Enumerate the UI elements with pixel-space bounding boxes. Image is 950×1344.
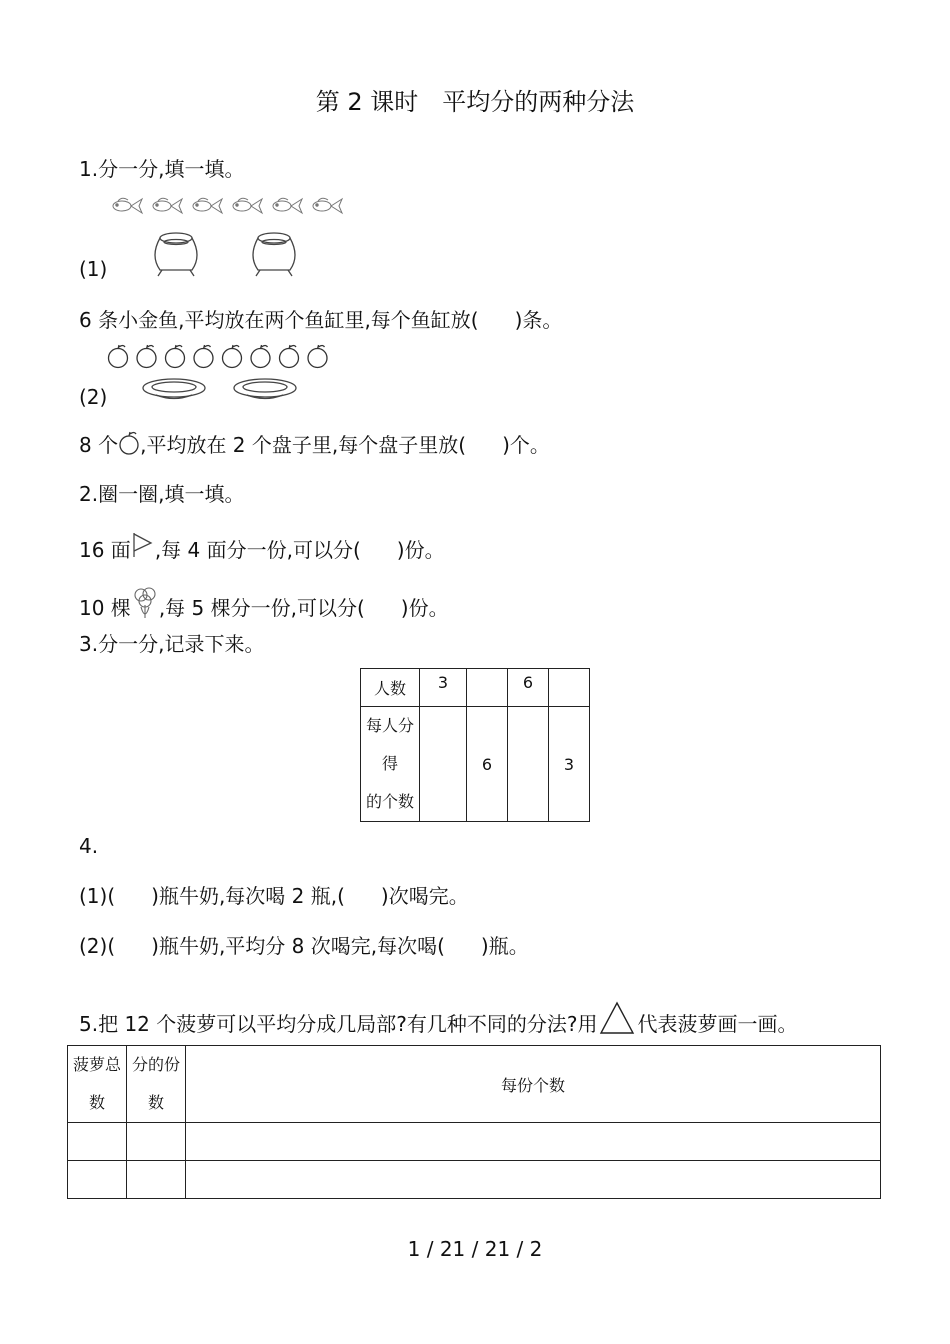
table-row [68, 1046, 881, 1123]
q5-pineapple-table [67, 1045, 881, 1199]
cabbage-icon [131, 585, 159, 623]
table-row [68, 1161, 881, 1199]
table-row [361, 669, 590, 707]
table-cell[interactable] [549, 669, 590, 707]
table-cell[interactable] [127, 1161, 186, 1199]
apple-row-icon [107, 344, 337, 370]
page-footer: 1 / 21 / 21 / 2 [407, 1237, 543, 1261]
apple-icon [118, 431, 140, 455]
q1-part1-text-b: )条。 [514, 308, 563, 332]
table-header-line: 菠萝总 [72, 1055, 121, 1074]
table-cell[interactable] [68, 1123, 127, 1161]
q1-part1-sentence [79, 306, 562, 334]
q1-heading: 1.分一分,填一填。 [79, 157, 245, 181]
q5-sentence [79, 1001, 797, 1038]
goldfish-row-icon [108, 194, 353, 218]
table-header-line: 得 [381, 754, 398, 773]
q2-flags-text-a: 16 面 [79, 538, 131, 562]
q4-s2-a: (2)( [79, 934, 116, 958]
table-row [361, 707, 590, 822]
table-header-line: 数 [88, 1093, 105, 1112]
q4-s1-b: )瓶牛奶,每次喝 2 瓶,( [151, 884, 345, 908]
q3-heading: 3.分一分,记录下来。 [79, 632, 265, 656]
q2-flags-text-b: ,每 4 面分一份,可以分( [154, 538, 361, 562]
triangle-icon [599, 1001, 635, 1035]
table-header-total [68, 1046, 127, 1123]
q4-heading: 4. [79, 834, 99, 858]
q1-part1-text-a: 6 条小金鱼,平均放在两个鱼缸里,每个鱼缸放( [79, 308, 479, 332]
table-header-line: 数 [147, 1093, 164, 1112]
table-header-line: 的个数 [365, 792, 414, 811]
table-cell[interactable] [420, 707, 467, 822]
q1-part1-label: (1) [79, 257, 108, 281]
table-cell-header: 人数 [361, 669, 420, 707]
table-cell[interactable] [467, 669, 508, 707]
q2-cabbage-sentence [79, 585, 449, 623]
table-header-line: 分的份 [131, 1055, 180, 1074]
q1-part2-text-c: )个。 [502, 433, 550, 457]
q1-part2-label: (2) [79, 385, 108, 409]
q4-s2-b: )瓶牛奶,平均分 8 次喝完,每次喝( [151, 934, 445, 958]
q3-record-table [360, 668, 590, 822]
q4-sentence-2 [79, 932, 529, 960]
q2-cabbage-text-a: 10 棵 [79, 596, 131, 620]
q2-cabbage-text-c: )份。 [400, 596, 449, 620]
q4-sentence-1 [79, 882, 469, 910]
table-cell[interactable] [68, 1161, 127, 1199]
table-row [68, 1123, 881, 1161]
plate-icon [142, 376, 302, 404]
table-cell[interactable]: 6 [508, 669, 549, 707]
q4-s1-c: )次喝完。 [380, 884, 469, 908]
q2-flags-text-c: )份。 [396, 538, 445, 562]
page-title: 第 2 课时 平均分的两种分法 [315, 88, 635, 116]
q5-text-b: 代表菠萝画一画。 [637, 1012, 798, 1036]
q4-s2-c: )瓶。 [480, 934, 529, 958]
table-cell[interactable] [186, 1161, 881, 1199]
q1-part2-text-b: ,平均放在 2 个盘子里,每个盘子里放( [140, 433, 467, 457]
fishtank-icon [150, 230, 300, 278]
q2-flags-sentence [79, 531, 445, 564]
q2-heading: 2.圈一圈,填一填。 [79, 482, 245, 506]
table-cell[interactable]: 3 [549, 707, 590, 822]
q1-part2-text-a: 8 个 [79, 433, 119, 457]
q2-cabbage-text-b: ,每 5 棵分一份,可以分( [158, 596, 365, 620]
table-cell[interactable] [127, 1123, 186, 1161]
q5-text-a: 5.把 12 个菠萝可以平均分成几局部?有几种不同的分法?用 [79, 1012, 598, 1036]
table-header-line: 每人分 [365, 716, 414, 735]
table-header-each: 每份个数 [186, 1046, 881, 1123]
table-cell-header [361, 707, 420, 822]
table-cell[interactable] [186, 1123, 881, 1161]
table-cell[interactable]: 3 [420, 669, 467, 707]
table-cell[interactable]: 6 [467, 707, 508, 822]
q4-s1-a: (1)( [79, 884, 116, 908]
q1-part2-sentence [79, 431, 550, 459]
table-cell[interactable] [508, 707, 549, 822]
flag-icon [131, 531, 155, 559]
table-header-parts [127, 1046, 186, 1123]
